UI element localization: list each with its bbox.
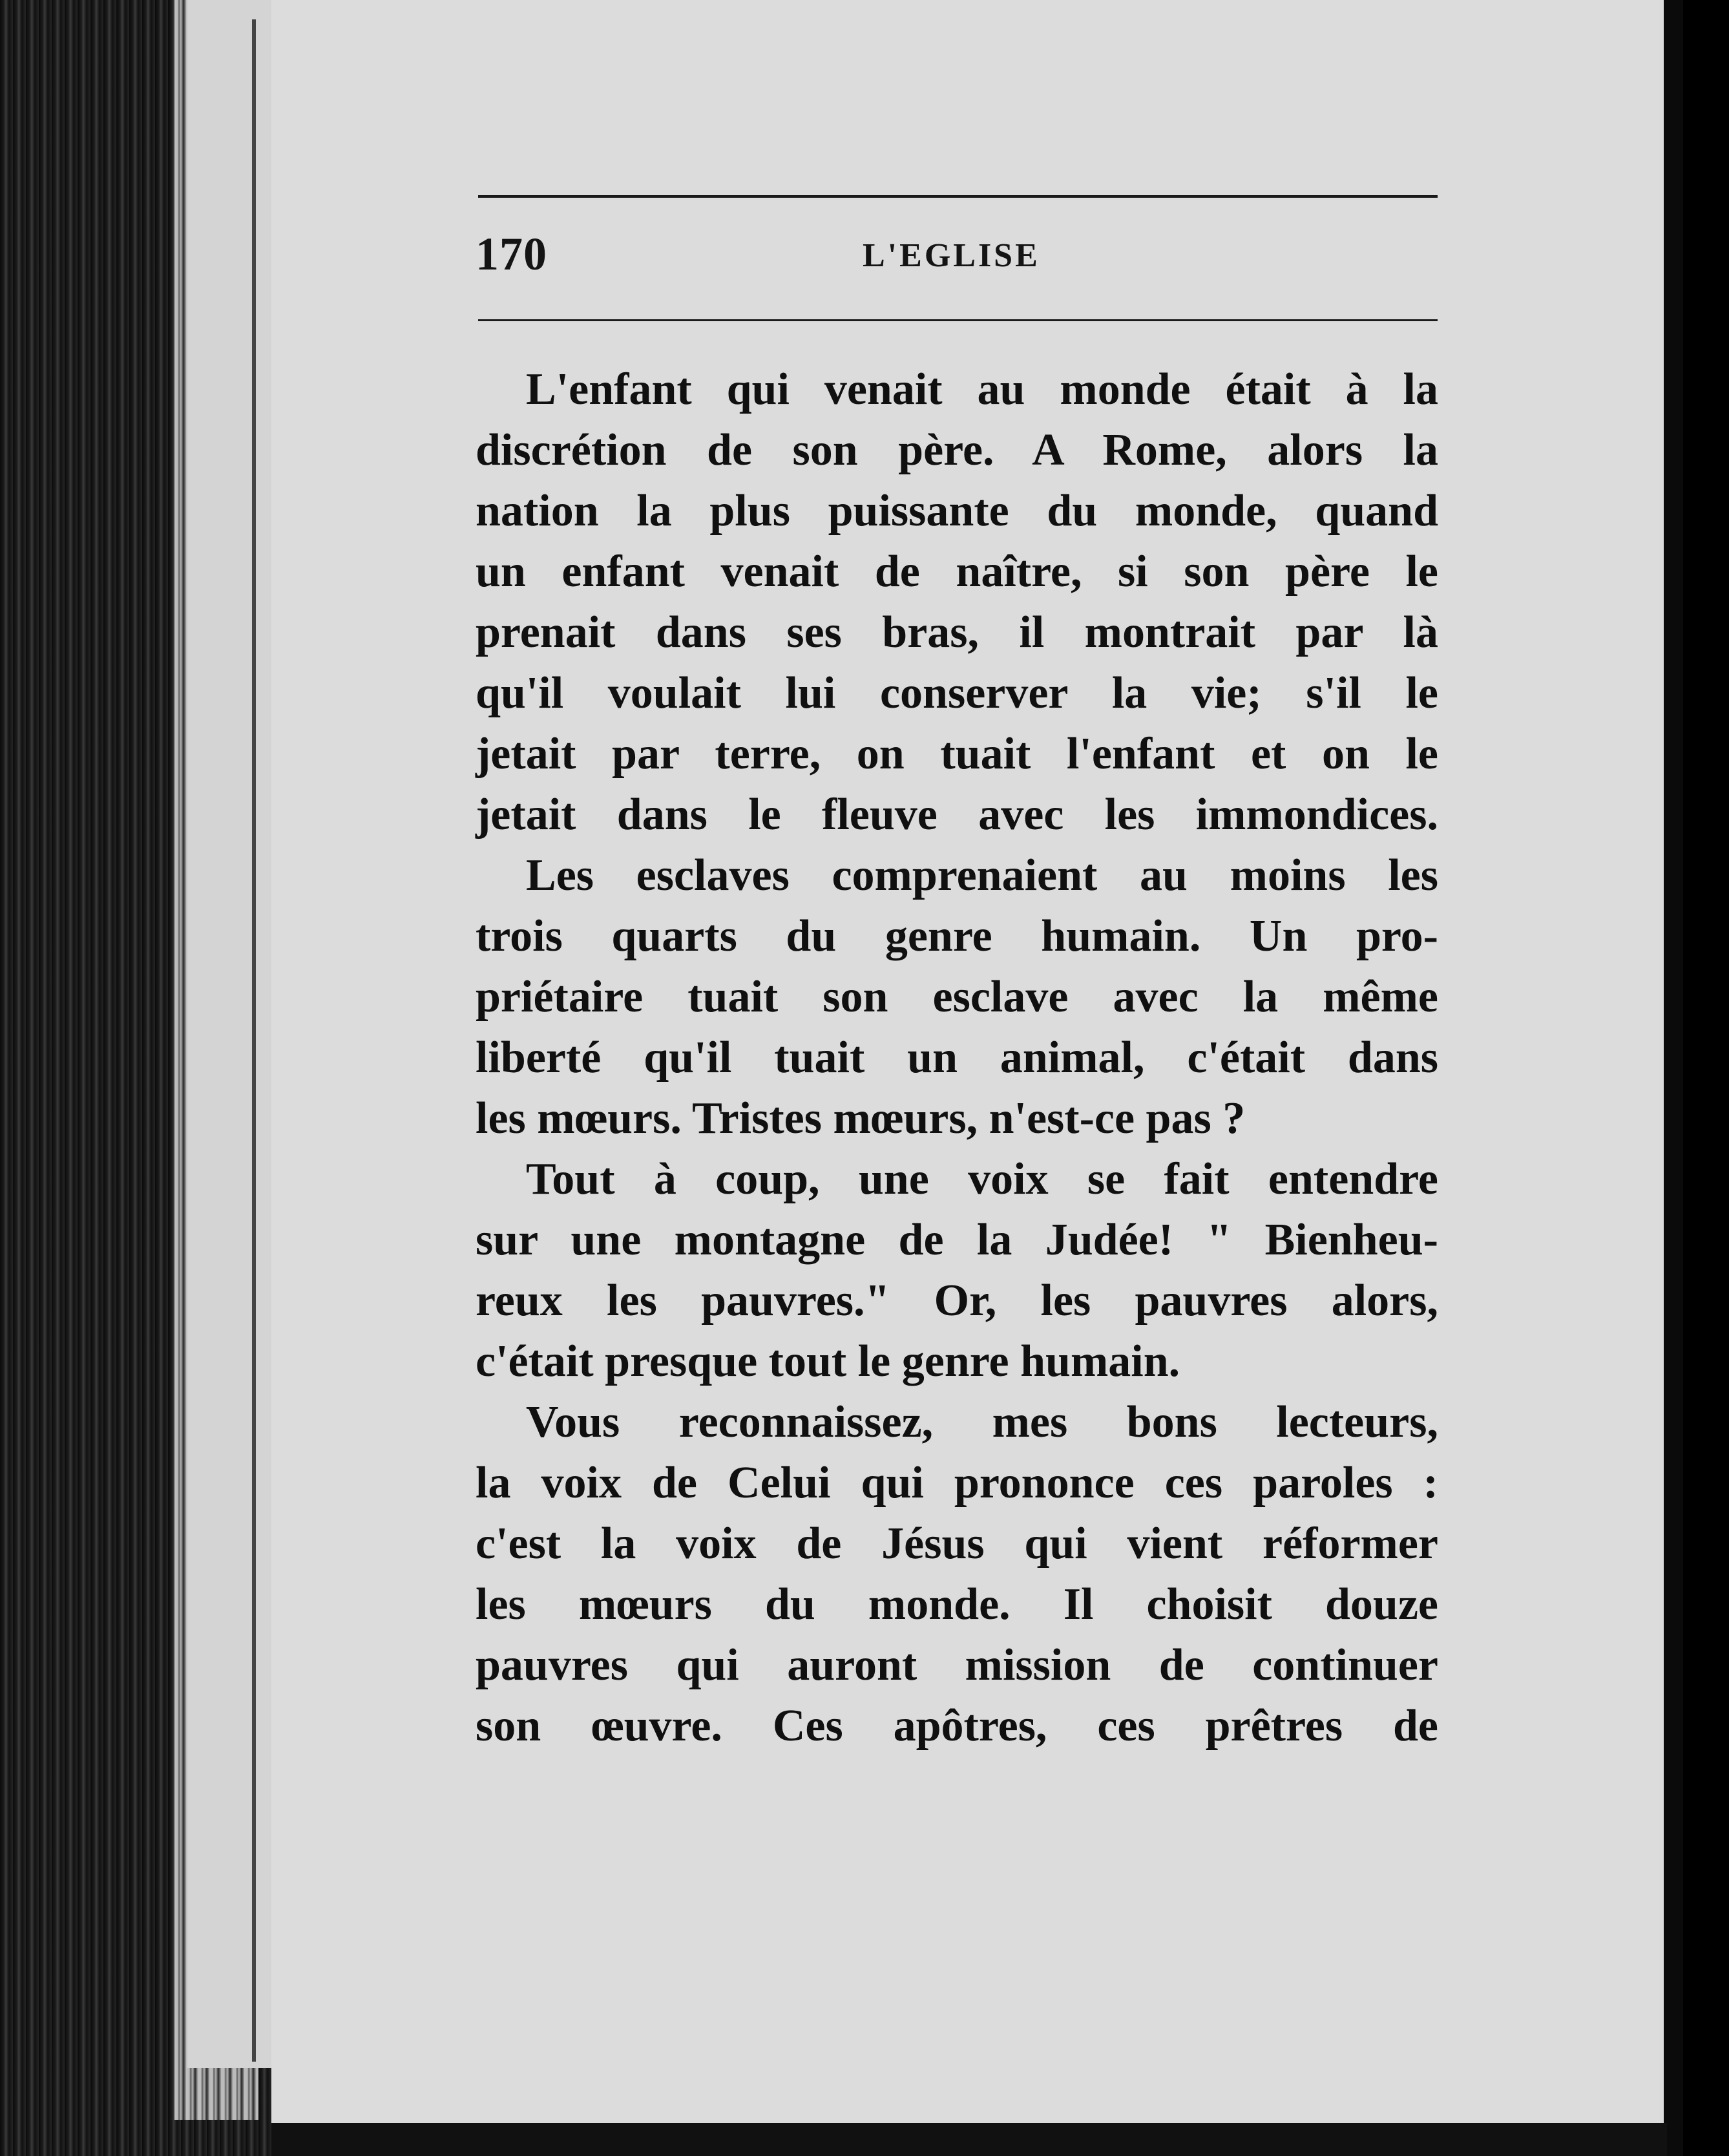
text-line: jetait par terre, on tuait l'enfant et on le bbox=[476, 729, 1438, 779]
text-line: nation la plus puissante du monde, quand bbox=[476, 486, 1438, 536]
text-line: priétaire tuait son esclave avec la même bbox=[476, 972, 1438, 1022]
text-line: qu'il voulait lui conserver la vie; s'il le bbox=[476, 668, 1438, 718]
text-line: Tout à coup, une voix se fait entendre bbox=[526, 1154, 1438, 1204]
page-number: 170 bbox=[476, 228, 547, 280]
text-line: Vous reconnaissez, mes bons lecteurs, bbox=[526, 1397, 1438, 1447]
scan-background-bottom bbox=[271, 2123, 1667, 2156]
text-line: discrétion de son père. A Rome, alors la bbox=[476, 425, 1438, 475]
running-head: L'EGLISE bbox=[863, 237, 1040, 274]
text-line: son œuvre. Ces apôtres, ces prêtres de bbox=[476, 1701, 1438, 1751]
text-line: reux les pauvres." Or, les pauvres alors, bbox=[476, 1276, 1438, 1326]
text-line: sur une montagne de la Judée! " Bienheu- bbox=[476, 1215, 1438, 1265]
text-line: trois quarts du genre humain. Un pro- bbox=[476, 911, 1438, 961]
body-text bbox=[476, 359, 1438, 1757]
text-line: prenait dans ses bras, il montrait par là bbox=[476, 608, 1438, 657]
text-line: pauvres qui auront mission de continuer bbox=[476, 1640, 1438, 1690]
text-line: les mœurs. Tristes mœurs, n'est-ce pas ? bbox=[476, 1094, 1246, 1143]
header-top-rule bbox=[478, 195, 1438, 198]
page-gutter-fold bbox=[1664, 0, 1683, 2156]
text-line: L'enfant qui venait au monde était à la bbox=[526, 365, 1438, 414]
text-line: Les esclaves comprenaient au moins les bbox=[526, 851, 1438, 900]
text-line: c'était presque tout le genre humain. bbox=[476, 1337, 1180, 1386]
text-line: jetait dans le fleuve avec les immondices. bbox=[476, 790, 1438, 840]
text-line: liberté qu'il tuait un animal, c'était dans bbox=[476, 1033, 1438, 1083]
page-left-edge bbox=[252, 19, 256, 2062]
text-line: les mœurs du monde. Il choisit douze bbox=[476, 1580, 1438, 1629]
text-line: la voix de Celui qui prononce ces paroles : bbox=[476, 1458, 1438, 1508]
text-line: c'est la voix de Jésus qui vient réformer bbox=[476, 1519, 1438, 1569]
header-bottom-rule bbox=[478, 319, 1438, 321]
text-line: un enfant venait de naître, si son père le bbox=[476, 547, 1438, 597]
scan-background-right bbox=[1683, 0, 1729, 2156]
